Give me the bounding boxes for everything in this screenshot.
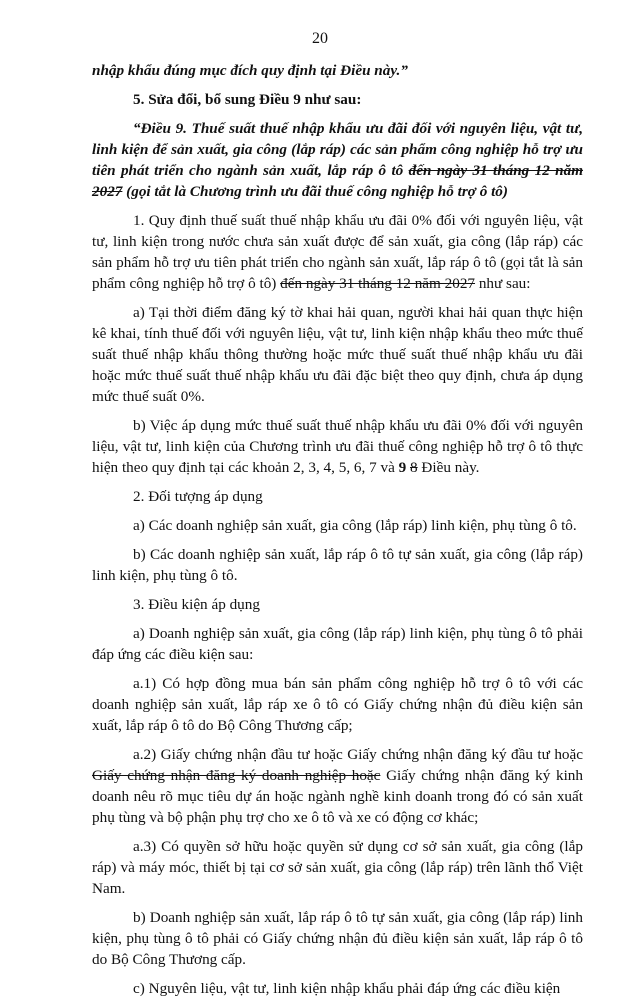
strikethrough-deadline: đến ngày 31 tháng 12 năm 2027 <box>280 275 476 292</box>
clause-3c: c) Nguyên liệu, vật tư, linh kiện nhập khẩu phải đáp ứng các điều kiện <box>133 980 561 997</box>
clause-2-heading: 2. Đối tượng áp dụng <box>133 488 263 505</box>
clause-1b: b) Việc áp dụng mức thuế suất thuế nhập khẩu ưu đãi 0% đối với nguyên liệu, vật tư, linh kiện của Chương trình ưu đãi thuế công nghiệp hỗ trợ ô tô thực hiện theo quy định tại các khoản 2, 3, 4, 5, 6, 7 và 9 8 Điều này. <box>92 417 583 476</box>
clause-3a3: a.3) Có quyền sở hữu hoặc quyền sử dụng cơ sở sản xuất, gia công (lắp ráp) và máy móc, thiết bị tại cơ sở sản xuất, gia công (lắp ráp) trên lãnh thổ Việt Nam. <box>92 838 583 897</box>
clause-3b: b) Doanh nghiệp sản xuất, lắp ráp ô tô tự sản xuất, gia công (lắp ráp) linh kiện, phụ tùng ô tô phải có Giấy chứng nhận đủ điều kiện sản xuất, lắp ráp ô tô do Bộ Công Thương cấp. <box>92 909 583 968</box>
paragraph-closing-quote: nhập khẩu đúng mục đích quy định tại Điều này.” <box>92 62 408 79</box>
clause-1a: a) Tại thời điểm đăng ký tờ khai hải quan, người khai hải quan thực hiện kê khai, tính thuế đối với nguyên liệu, vật tư, linh kiện nhập khẩu theo mức thuế suất thuế nhập khẩu thông thường hoặc mức thuế suất thuế nhập khẩu ưu đãi hoặc mức thuế suất thuế nhập khẩu ưu đãi đặc biệt theo quy định, chưa áp dụng mức thuế suất 0%. <box>92 304 583 405</box>
clause-3a1: a.1) Có hợp đồng mua bán sản phẩm công nghiệp hỗ trợ ô tô với các doanh nghiệp sản xuất, lắp ráp xe ô tô có Giấy chứng nhận đủ điều kiện sản xuất, lắp ráp ô tô do Bộ Công Thương cấp; <box>92 675 583 734</box>
clause-3a: a) Doanh nghiệp sản xuất, gia công (lắp ráp) linh kiện, phụ tùng ô tô phải đáp ứng các điều kiện sau: <box>92 625 583 663</box>
document-body <box>92 60 583 1007</box>
page-number: 20 <box>312 30 328 47</box>
clause-3-heading: 3. Điều kiện áp dụng <box>133 596 260 613</box>
strikethrough-text: Giấy chứng nhận đăng ký doanh nghiệp hoặc <box>92 767 381 784</box>
paragraph-amendment-heading: 5. Sửa đổi, bổ sung Điều 9 như sau: <box>133 91 362 108</box>
clause-1: 1. Quy định thuế suất thuế nhập khẩu ưu đãi 0% đối với nguyên liệu, vật tư, linh kiện trong nước chưa sản xuất được để sản xuất, gia công (lắp ráp) các sản phẩm hỗ trợ ưu tiên phát triển cho ngành sản xuất, lắp ráp ô tô (gọi tắt là sản phẩm công nghiệp hỗ trợ ô tô) đến ngày 31 tháng 12 năm 2027 như sau: <box>92 212 583 292</box>
clause-2a: a) Các doanh nghiệp sản xuất, gia công (lắp ráp) linh kiện, phụ tùng ô tô. <box>133 517 577 534</box>
clause-3a2: a.2) Giấy chứng nhận đầu tư hoặc Giấy chứng nhận đăng ký đầu tư hoặc Giấy chứng nhận đăng ký doanh nghiệp hoặc Giấy chứng nhận đăng ký kinh doanh nêu rõ mục tiêu dự án hoặc ngành nghề kinh doanh trong đó có sản xuất phụ tùng và bộ phận phụ trợ cho xe ô tô và xe có động cơ khác; <box>92 746 583 826</box>
strikethrough-deadline: đến ngày 31 tháng 12 năm 2027 <box>92 162 584 200</box>
article-9-title: “Điều 9. Thuế suất thuế nhập khẩu ưu đãi đối với nguyên liệu, vật tư, linh kiện để sản xuất, gia công (lắp ráp) các sản phẩm công nghiệp hỗ trợ ưu tiên phát triển cho ngành sản xuất, lắp ráp ô tô đến ngày 31 tháng 12 năm 2027 (gọi tắt là Chương trình ưu đãi thuế công nghiệp hỗ trợ ô tô) <box>92 120 584 200</box>
clause-2b: b) Các doanh nghiệp sản xuất, lắp ráp ô tô tự sản xuất, gia công (lắp ráp) linh kiện, phụ tùng ô tô. <box>92 546 583 584</box>
strikethrough-number: 8 <box>410 459 418 476</box>
